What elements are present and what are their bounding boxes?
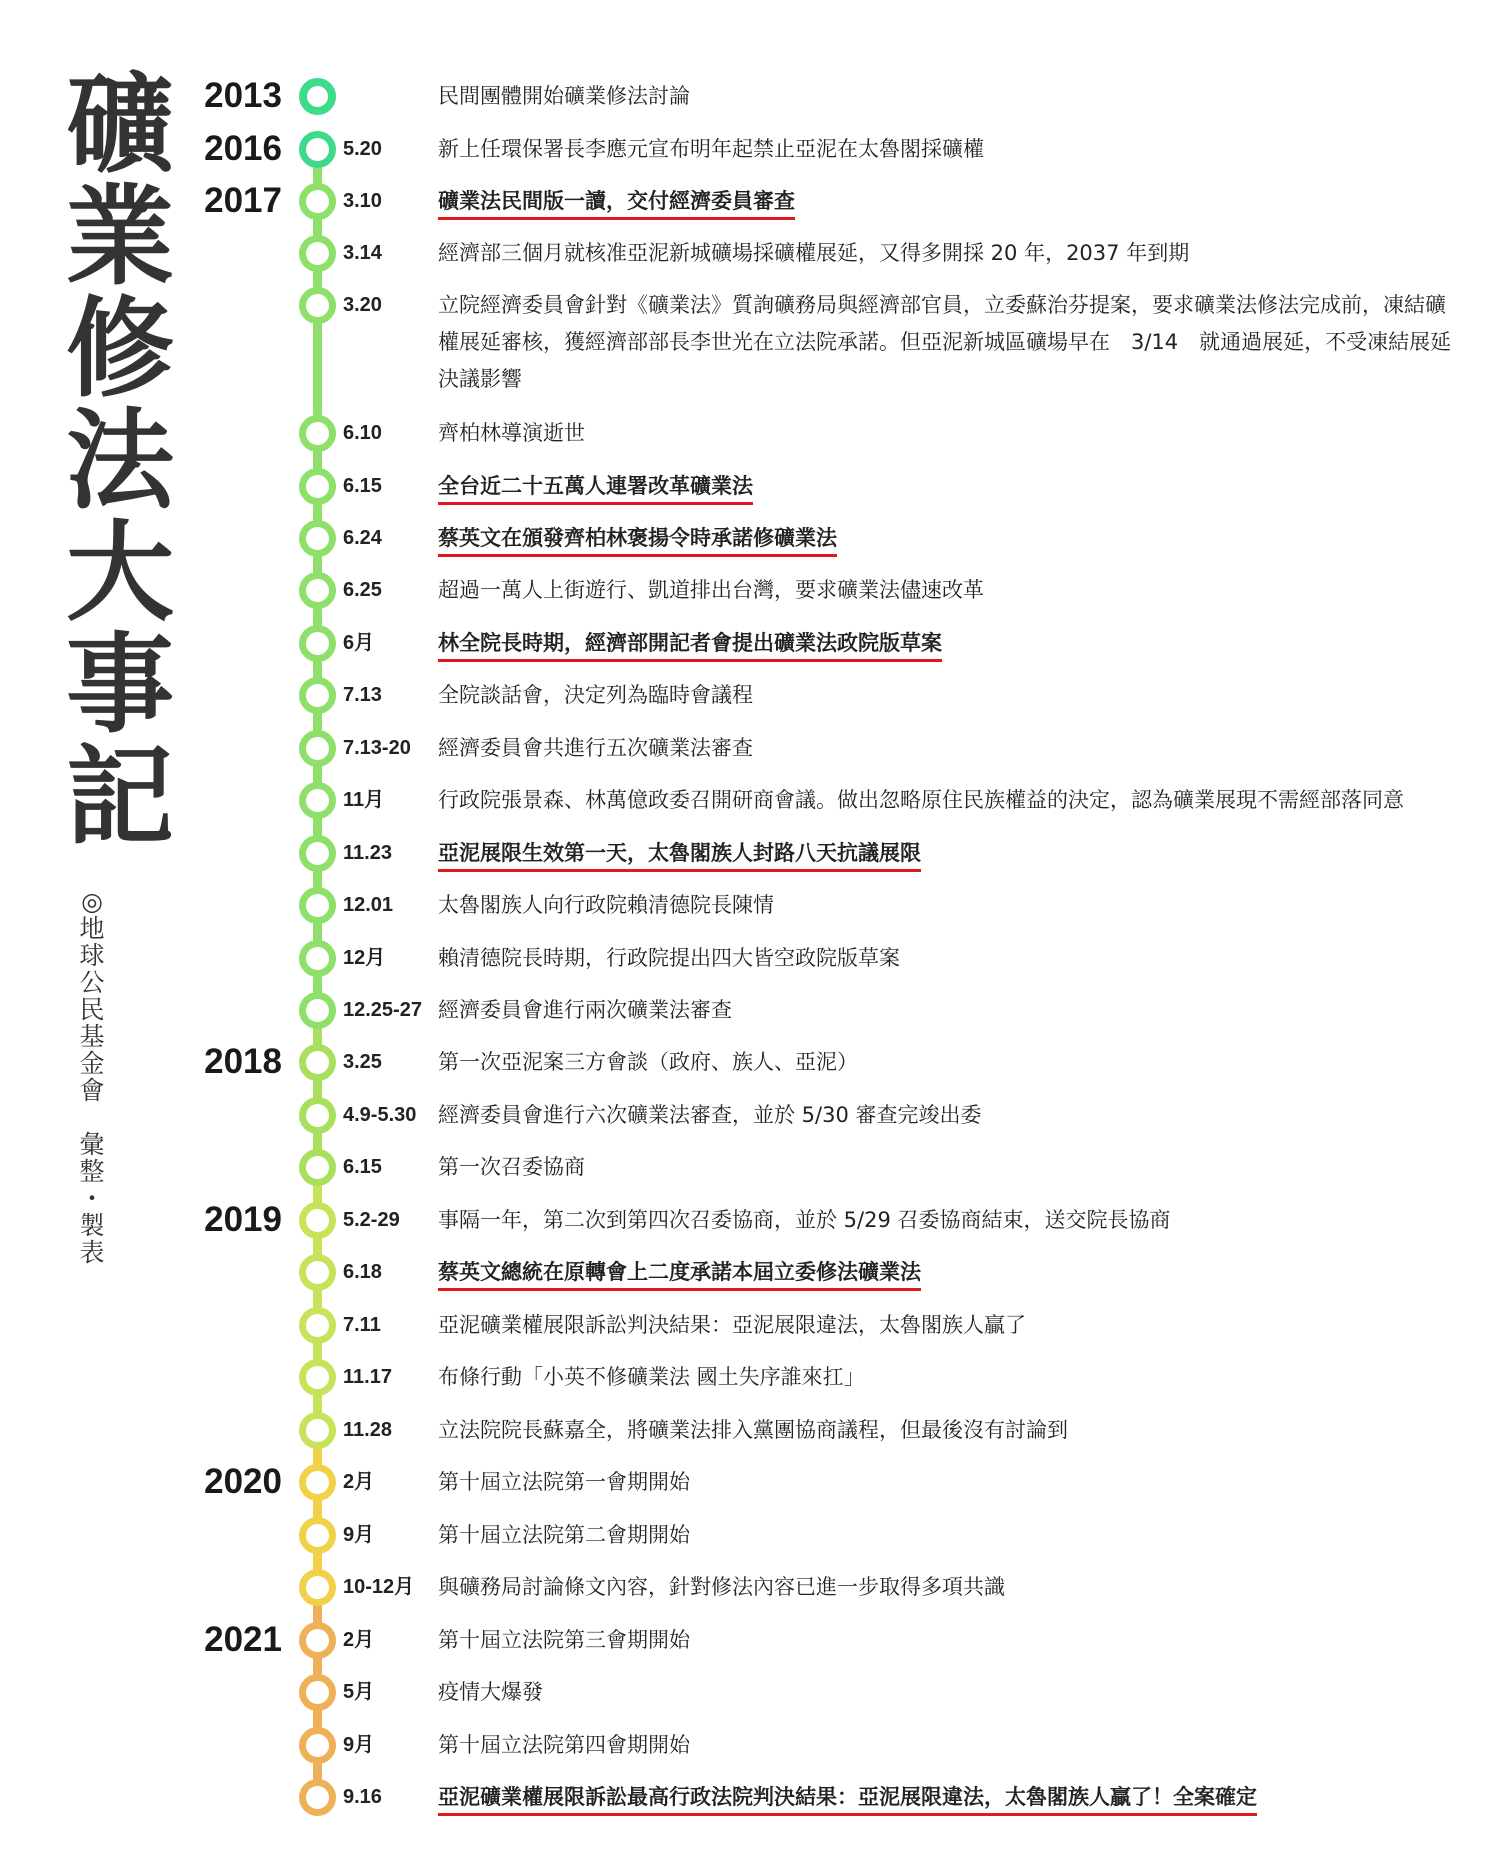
event-text-content: 經濟委員會共進行五次礦業法審查: [438, 736, 753, 760]
timeline-node: [299, 235, 336, 272]
event-text: [438, 1412, 1458, 1449]
title-char: 記: [65, 735, 174, 860]
timeline-node: [299, 730, 336, 767]
timeline-node: [299, 468, 336, 505]
event-text: [438, 1622, 1458, 1659]
credit-char: 基: [79, 1022, 105, 1051]
event-text-content: 疫情大爆發: [438, 1680, 543, 1704]
title-char: 業: [65, 175, 174, 300]
event-text-content: 經濟委員會進行六次礦業法審查，並於 5/30 審查完竣出委: [438, 1103, 982, 1127]
event-text-content: 超過一萬人上街遊行、凱道排出台灣，要求礦業法儘速改革: [438, 578, 984, 602]
timeline-node: [299, 677, 336, 714]
event-date: 6.24: [343, 527, 382, 549]
timeline-node: [299, 940, 336, 977]
title-char: 大: [65, 511, 174, 636]
title-char: 事: [65, 623, 174, 748]
timeline-node: [299, 287, 336, 324]
event-text-content: 太魯閣族人向行政院賴清德院長陳情: [438, 893, 774, 917]
event-text-content: 經濟委員會進行兩次礦業法審查: [438, 998, 732, 1022]
event-text-content: 第一次召委協商: [438, 1155, 585, 1179]
event-date: 6月: [343, 632, 375, 654]
event-text-content: 立院經濟委員會針對《礦業法》質詢礦務局與經濟部官員，立委蘇治芬提案，要求礦業法修法完成前，凍結礦權展延審核，獲經濟部部長李世光在立法院承諾。但亞泥新城區礦場早在 3/14 就通過展延，不受凍結展延決議影響: [438, 293, 1452, 391]
event-text: [438, 1202, 1458, 1239]
event-text-content: 行政院張景森、林萬億政委召開研商會議。做出忽略原住民族權益的決定，認為礦業展現不需經部落同意: [438, 788, 1404, 812]
event-text-content: 立法院院長蘇嘉全，將礦業法排入黨團協商議程，但最後沒有討論到: [438, 1418, 1068, 1442]
event-text: [438, 572, 1458, 609]
event-date: 3.10: [343, 190, 382, 212]
event-text: [438, 1674, 1458, 1711]
event-date: 2月: [343, 1471, 375, 1493]
event-date: 4.9-5.30: [343, 1104, 417, 1126]
event-text: [438, 1569, 1458, 1606]
event-text-highlighted: [438, 520, 1458, 557]
event-text-content: 蔡英文在頒發齊柏林褒揚令時承諾修礦業法: [438, 526, 837, 557]
event-date: 3.20: [343, 294, 382, 316]
timeline-node: [299, 1254, 336, 1291]
year-label: 2013: [204, 76, 282, 115]
credit-char: 整: [79, 1157, 105, 1186]
event-text-content: 第一次亞泥案三方會談（政府、族人、亞泥）: [438, 1050, 858, 1074]
credit-char: 公: [79, 968, 105, 997]
event-date: 5.2-29: [343, 1209, 400, 1231]
credit-char: 民: [79, 995, 105, 1024]
event-text-content: 亞泥展限生效第一天，太魯閣族人封路八天抗議展限: [438, 841, 921, 872]
timeline-node: [299, 1097, 336, 1134]
event-text-highlighted: [438, 468, 1458, 505]
credit-char: 球: [79, 941, 105, 970]
event-date: 11.28: [343, 1419, 392, 1441]
event-date: 12.01: [343, 894, 394, 916]
event-text-highlighted: [438, 625, 1458, 662]
event-date: 12月: [343, 947, 386, 969]
timeline-node: [299, 835, 336, 872]
credit-char: 會: [79, 1076, 105, 1105]
event-text: [438, 1044, 1458, 1081]
event-date: 9月: [343, 1734, 375, 1756]
event-text-content: 民間團體開始礦業修法討論: [438, 84, 690, 108]
event-date: 7.13: [343, 684, 382, 706]
event-date: 9月: [343, 1524, 375, 1546]
year-label: 2019: [204, 1200, 282, 1239]
event-text-content: 第十屆立法院第二會期開始: [438, 1523, 690, 1547]
timeline-node: [299, 572, 336, 609]
timeline-node: [299, 1149, 336, 1186]
event-text-content: 全台近二十五萬人連署改革礦業法: [438, 474, 753, 505]
event-text: [438, 887, 1458, 924]
credit-char: 彙: [79, 1130, 105, 1159]
event-text: [438, 1464, 1458, 1501]
event-date: 3.14: [343, 242, 382, 264]
timeline-node: [299, 1359, 336, 1396]
event-text-content: 蔡英文總統在原轉會上二度承諾本屆立委修法礦業法: [438, 1260, 921, 1291]
event-text: [438, 677, 1458, 714]
credit-char: 地: [79, 914, 105, 943]
event-text-content: 林全院長時期，經濟部開記者會提出礦業法政院版草案: [438, 631, 942, 662]
event-text: [438, 1727, 1458, 1764]
event-date: 7.11: [343, 1314, 381, 1336]
event-text-content: 第十屆立法院第一會期開始: [438, 1470, 690, 1494]
event-text: [438, 78, 1458, 115]
timeline-line: [313, 305, 322, 433]
timeline-node: [299, 1674, 336, 1711]
event-text: [438, 940, 1458, 977]
timeline-node: [299, 1517, 336, 1554]
event-date: 11月: [343, 789, 385, 811]
event-date: 6.18: [343, 1261, 382, 1283]
event-text-content: 事隔一年，第二次到第四次召委協商，並於 5/29 召委協商結束，送交院長協商: [438, 1208, 1171, 1232]
event-text: [438, 782, 1458, 819]
credit-char: ・: [79, 1184, 105, 1213]
event-text: [438, 415, 1458, 452]
timeline-node: [299, 131, 336, 168]
timeline-node: [299, 1202, 336, 1239]
event-date: 7.13-20: [343, 737, 411, 759]
event-text-highlighted: [438, 1779, 1458, 1816]
event-date: 6.10: [343, 422, 382, 444]
event-text-content: 齊柏林導演逝世: [438, 421, 585, 445]
timeline-node: [299, 1569, 336, 1606]
event-text: [438, 1307, 1458, 1344]
event-text-content: 第十屆立法院第三會期開始: [438, 1628, 690, 1652]
event-text-content: 經濟部三個月就核准亞泥新城礦場採礦權展延，又得多開採 20 年，2037 年到期: [438, 241, 1190, 265]
year-label: 2018: [204, 1042, 282, 1081]
event-text-content: 礦業法民間版一讀，交付經濟委員審查: [438, 189, 795, 220]
event-text-content: 全院談話會，決定列為臨時會議程: [438, 683, 753, 707]
title-char: 法: [65, 399, 174, 524]
event-date: 6.15: [343, 1156, 382, 1178]
timeline-node: [299, 78, 336, 115]
credit-char: ◎: [81, 887, 103, 916]
timeline-node: [299, 992, 336, 1029]
year-label: 2017: [204, 181, 282, 220]
event-text: [438, 1097, 1458, 1134]
event-text-highlighted: [438, 835, 1458, 872]
event-date: 2月: [343, 1629, 375, 1651]
timeline-node: [299, 520, 336, 557]
timeline-node: [299, 887, 336, 924]
event-text: [438, 287, 1458, 398]
event-text: [438, 1149, 1458, 1186]
event-text: [438, 992, 1458, 1029]
event-text: [438, 131, 1458, 168]
timeline-node: [299, 1412, 336, 1449]
credit-char: 表: [79, 1238, 105, 1267]
event-text-content: 亞泥礦業權展限訴訟判決結果：亞泥展限違法，太魯閣族人贏了: [438, 1313, 1026, 1337]
event-text-content: 賴清德院長時期，行政院提出四大皆空政院版草案: [438, 946, 900, 970]
credit-char: 金: [79, 1049, 105, 1078]
event-date: 9.16: [343, 1786, 382, 1808]
timeline-node: [299, 1044, 336, 1081]
event-text-content: 第十屆立法院第四會期開始: [438, 1733, 690, 1757]
event-date: 5.20: [343, 138, 382, 160]
timeline-node: [299, 1307, 336, 1344]
event-date: 11.17: [343, 1366, 392, 1388]
timeline-node: [299, 1779, 336, 1816]
timeline-node: [299, 1622, 336, 1659]
event-date: 6.15: [343, 475, 382, 497]
event-text-highlighted: [438, 1254, 1458, 1291]
event-date: 10-12月: [343, 1576, 415, 1598]
event-text: [438, 1359, 1458, 1396]
event-date: 11.23: [343, 842, 392, 864]
timeline-node: [299, 183, 336, 220]
year-label: 2016: [204, 129, 282, 168]
event-date: 12.25-27: [343, 999, 422, 1021]
event-text-content: 亞泥礦業權展限訴訟最高行政法院判決結果：亞泥展限違法，太魯閣族人贏了！全案確定: [438, 1785, 1257, 1816]
credit-char: 製: [79, 1211, 105, 1240]
event-text-content: 布條行動「小英不修礦業法 國土失序誰來扛」: [438, 1365, 865, 1389]
title-char: 修: [65, 287, 174, 412]
event-text: [438, 730, 1458, 767]
event-date: 6.25: [343, 579, 382, 601]
title-char: 礦: [65, 63, 174, 188]
timeline-node: [299, 1464, 336, 1501]
event-text: [438, 235, 1458, 272]
year-label: 2020: [204, 1462, 282, 1501]
event-text: [438, 1517, 1458, 1554]
event-text-content: 與礦務局討論條文內容，針對修法內容已進一步取得多項共識: [438, 1575, 1005, 1599]
timeline-node: [299, 415, 336, 452]
year-label: 2021: [204, 1620, 282, 1659]
event-text-content: 新上任環保署長李應元宣布明年起禁止亞泥在太魯閣採礦權: [438, 137, 984, 161]
timeline-node: [299, 625, 336, 662]
event-date: 3.25: [343, 1051, 382, 1073]
event-date: 5月: [343, 1681, 375, 1703]
event-text-highlighted: [438, 183, 1458, 220]
timeline-node: [299, 782, 336, 819]
timeline-node: [299, 1727, 336, 1764]
